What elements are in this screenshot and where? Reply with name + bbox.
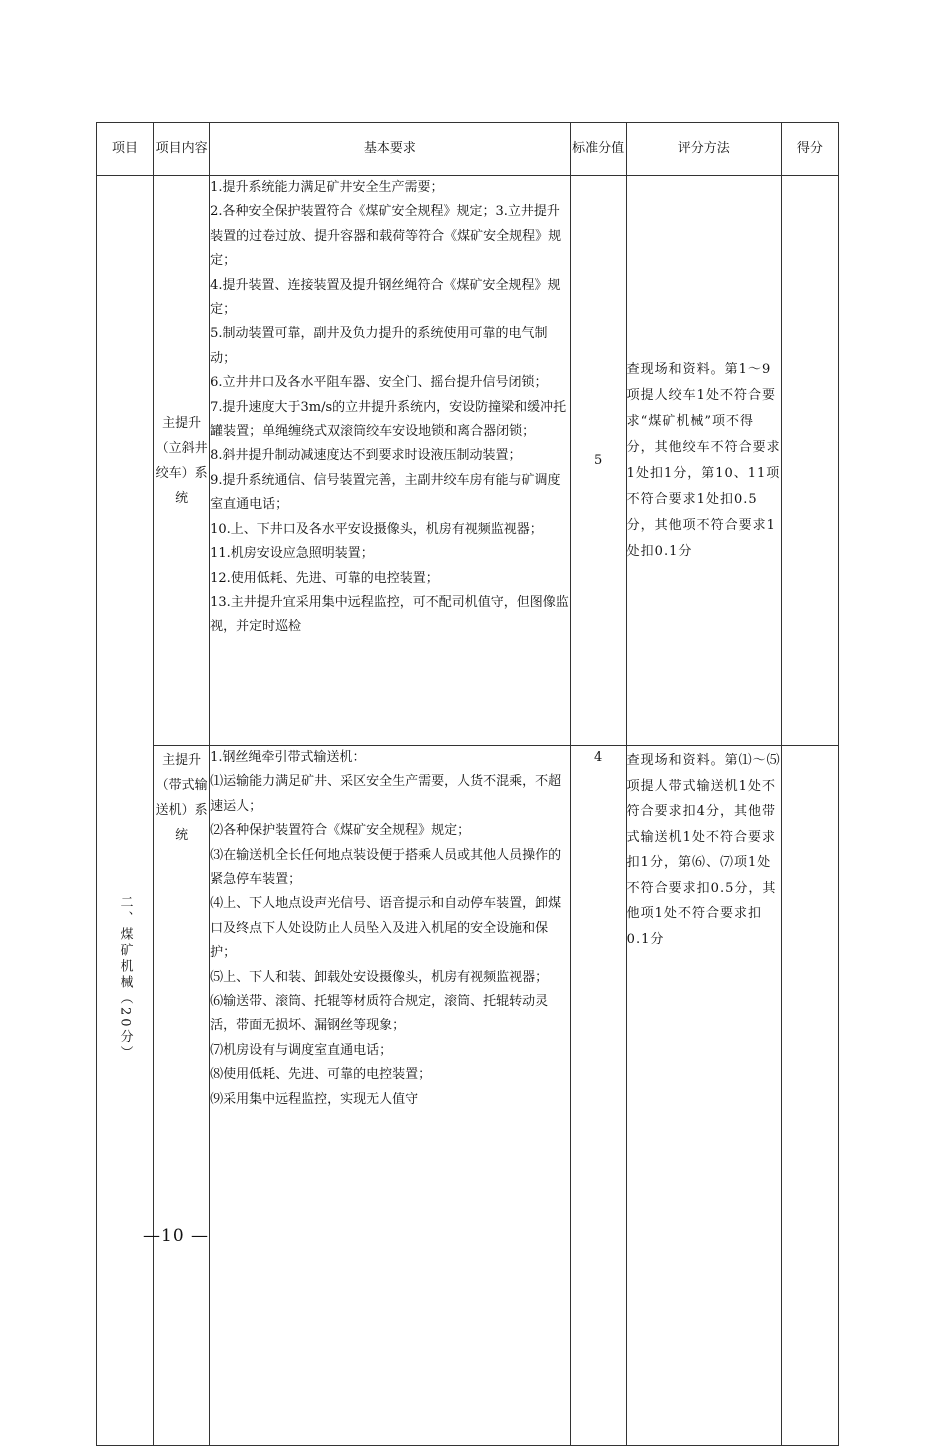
header-requirement: 基本要求 bbox=[210, 123, 570, 176]
header-score: 得分 bbox=[781, 123, 838, 176]
header-standard: 标准分值 bbox=[570, 123, 626, 176]
table-row bbox=[97, 746, 839, 1446]
requirement-line: 10.上、下井口及各水平安设摄像头，机房有视频监视器； bbox=[210, 521, 543, 537]
requirement-line: ⑼采用集中远程监控，实现无人值守 bbox=[210, 1091, 419, 1107]
requirement-line: ⑹输送带、滚筒、托辊等材质符合规定，滚筒、托辊转动灵活，带面无损坏、漏钢丝等现象； bbox=[210, 994, 549, 1034]
requirement-line: ⑸上、下人和装、卸载处安设摄像头，机房有视频监视器； bbox=[210, 969, 549, 985]
header-method: 评分方法 bbox=[626, 123, 781, 176]
sub-item-cell: 主提升（立斜井绞车）系统 bbox=[154, 176, 210, 746]
requirement-line: 8.斜井提升制动减速度达不到要求时设液压制动装置； bbox=[210, 448, 522, 464]
sub-item-cell: 主提升（带式输送机）系统 bbox=[154, 746, 210, 1446]
category-label: 二、煤矿机械（20分） bbox=[117, 895, 133, 1062]
requirement-line: ⑵各种保护装置符合《煤矿安全规程》规定； bbox=[210, 823, 471, 839]
requirement-line: 13.主井提升宜采用集中远程监控，可不配司机值守，但图像监视，并定时巡检 bbox=[210, 594, 569, 635]
requirement-line: ⑷上、下人地点设声光信号、语音提示和自动停车装置，卸煤口及终点下人处设防止人员坠入及进入机尾的安全设施和保护； bbox=[210, 896, 562, 961]
requirement-line: 5.制动装置可靠，副井及负力提升的系统使用可靠的电气制动； bbox=[210, 326, 548, 366]
requirement-line: ⑶在输送机全长任何地点装设便于搭乘人员或其他人员操作的紧急停车装置； bbox=[210, 847, 562, 888]
requirement-line: 6.立井井口及各水平阻车器、安全门、摇台提升信号闭锁； bbox=[210, 375, 548, 391]
requirement-line: ⑴运输能力满足矿井、采区安全生产需要，人货不混乘，不超速运人； bbox=[210, 774, 562, 814]
requirement-line: 11.机房安设应急照明装置； bbox=[210, 546, 374, 562]
scoring-method-cell: 查现场和资料。第1～9项提人绞车1处不符合要求“煤矿机械”项不得分，其他绞车不符合要求1处扣1分，第10、11项不符合要求1处扣0.5分，其他项不符合要求1处扣0.1分 bbox=[626, 176, 781, 746]
score-cell[interactable] bbox=[781, 746, 838, 1446]
header-row bbox=[97, 123, 839, 176]
requirement-line: 1.提升系统能力满足矿井安全生产需要； bbox=[210, 180, 444, 195]
requirement-line: 4.提升装置、连接装置及提升钢丝绳符合《煤矿安全规程》规定； bbox=[210, 277, 561, 318]
header-item: 项目 bbox=[97, 123, 154, 176]
requirement-line: 1.钢丝绳牵引带式输送机： bbox=[210, 750, 366, 765]
standard-score-cell: 5 bbox=[570, 176, 626, 746]
table-row bbox=[97, 176, 839, 746]
requirement-line: 9.提升系统通信、信号装置完善，主副井绞车房有能与矿调度室直通电话； bbox=[210, 472, 561, 513]
requirement-line: ⑻使用低耗、先进、可靠的电控装置； bbox=[210, 1067, 432, 1083]
requirement-cell bbox=[210, 176, 570, 746]
scoring-table bbox=[96, 122, 839, 1446]
score-cell[interactable] bbox=[781, 176, 838, 746]
requirement-line: 12.使用低耗、先进、可靠的电控装置； bbox=[210, 570, 439, 586]
requirement-line: 2.各种安全保护装置符合《煤矿安全规程》规定；3.立井提升装置的过卷过放、提升容器和载荷等符合《煤矿安全规程》规定； bbox=[210, 204, 562, 269]
requirement-line: ⑺机房设有与调度室直通电话； bbox=[210, 1042, 393, 1058]
standard-score-cell: 4 bbox=[570, 746, 626, 1446]
requirement-cell bbox=[210, 746, 570, 1446]
category-cell bbox=[97, 176, 154, 1446]
scoring-method-cell: 查现场和资料。第⑴～⑸项提人带式输送机1处不符合要求扣4分，其他带式输送机1处不符合要求扣1分，第⑹、⑺项1处不符合要求扣0.5分，其他项1处不符合要求扣0.1分 bbox=[626, 746, 781, 1446]
requirement-line: 7.提升速度大于3m/s的立井提升系统内，安设防撞梁和缓冲托罐装置；单绳缠绕式双滚筒绞车安设地锁和离合器闭锁； bbox=[210, 399, 567, 440]
header-sub-item: 项目内容 bbox=[154, 123, 210, 176]
page-number: —10 — bbox=[143, 1226, 210, 1246]
